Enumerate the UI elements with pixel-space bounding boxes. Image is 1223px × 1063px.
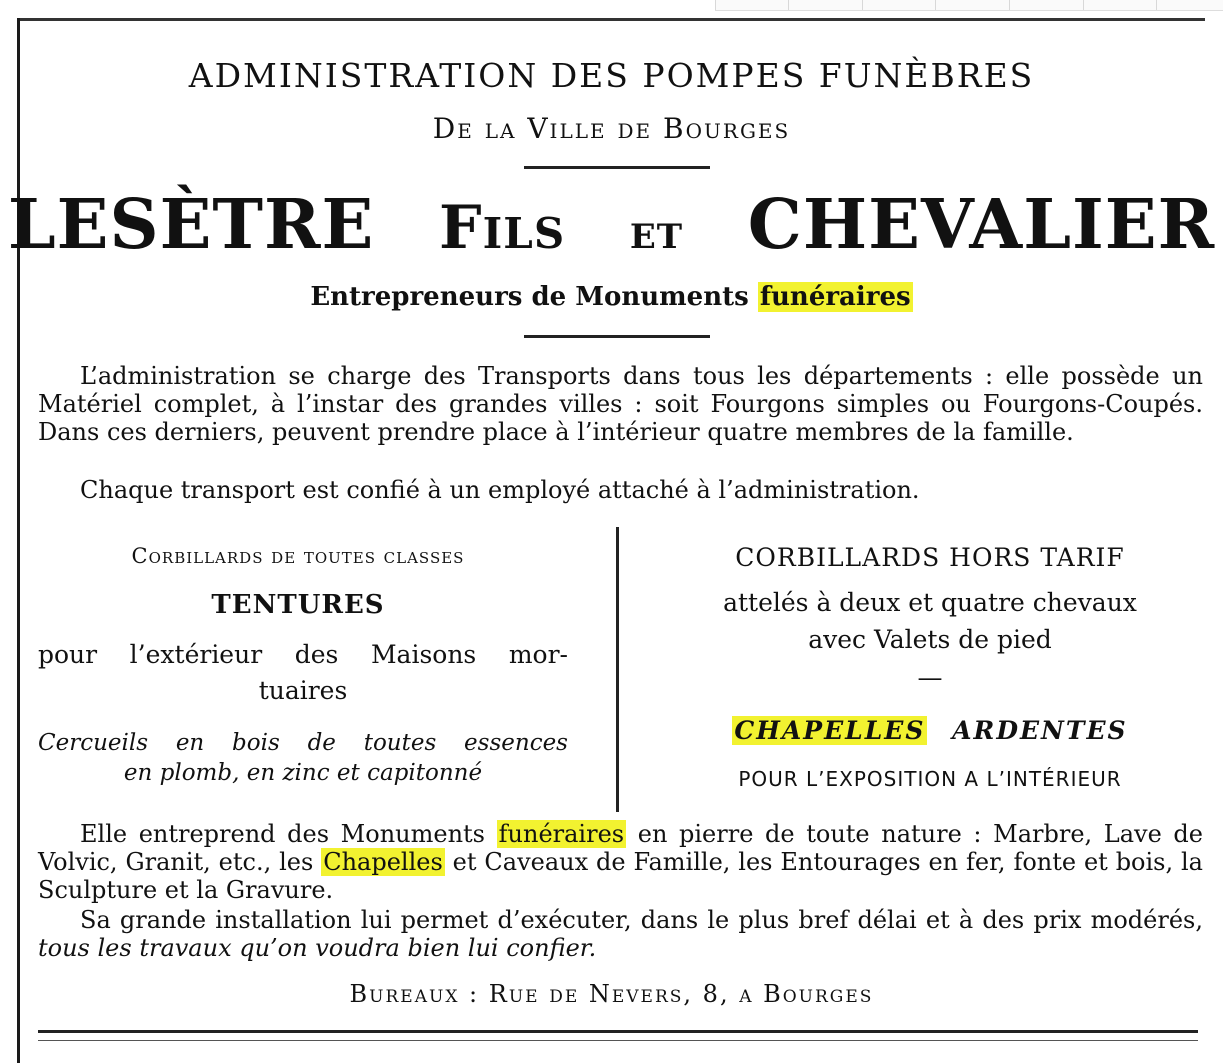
installation-italic: tous les travaux qu’on voudra bien lui confier.: [38, 934, 597, 962]
company-name-part4: CHEVALIER: [747, 185, 1216, 265]
transport-line: Chaque transport est confié à un employé attaché à l’administration.: [80, 476, 920, 504]
heading-administration: ADMINISTRATION DES POMPES FUNÈBRES: [188, 56, 1035, 95]
intro-text: L’administration se charge des Transports dans tous les départements : elle possède un Matériel complet, à l’instar des grandes villes : soit Fourgons simples ou Fourgons-Coupés. Dans ces derniers, peuvent prendre place à l’intérieur quatre membres de la famille.: [38, 362, 1203, 446]
intro-paragraph: [38, 362, 1203, 446]
bottom-rule-thin: [38, 1040, 1198, 1041]
company-name-part1: LESÈTRE: [7, 185, 375, 265]
highlight-chapelles: CHAPELLES: [734, 716, 926, 745]
monuments-part1: Elle entreprend des Monuments: [80, 820, 485, 848]
right-column-atteles: attelés à deux et quatre chevaux: [723, 588, 1137, 617]
column-divider: [616, 527, 619, 812]
left-column-exterieur: pour l’extérieur des Maisons mor-: [38, 640, 568, 669]
address-line: Bureaux : Rue de Nevers, 8, a Bourges: [349, 980, 874, 1008]
heading-ville: De la Ville de Bourges: [432, 112, 791, 145]
highlight-chapelles-2: Chapelles: [323, 848, 443, 876]
top-rule: [20, 18, 1205, 21]
divider-rule: [524, 166, 710, 169]
trade-prefix: Entrepreneurs de Monuments: [310, 282, 749, 312]
bottom-rule: [38, 1030, 1198, 1033]
right-column-dash: —: [917, 663, 943, 692]
divider-rule: [524, 335, 710, 338]
installation-paragraph: [38, 906, 1203, 962]
right-column-exposition: POUR L’EXPOSITION A L’INTÉRIEUR: [738, 767, 1122, 791]
left-column-cercueils: Cercueils en bois de toutes essences: [38, 730, 568, 756]
highlight-funeraires: funéraires: [759, 282, 911, 312]
right-column-title: CORBILLARDS HORS TARIF: [735, 543, 1125, 572]
left-column-exterieur-2: tuaires: [258, 676, 348, 705]
right-column-valets: avec Valets de pied: [808, 625, 1052, 654]
left-column-cercueils-2: en plomb, en zinc et capitonné: [123, 760, 483, 786]
trade-line: [0, 282, 1223, 312]
monuments-part3: et Caveaux de Famille, les Entourages en fer, fonte et bois, la Sculpture et la Gravure.: [38, 848, 1203, 904]
ardentes-text: ARDENTES: [952, 716, 1128, 745]
company-name-part2: Fils: [439, 193, 566, 263]
left-column-tentures: TENTURES: [211, 590, 385, 620]
monuments-paragraph: [38, 820, 1203, 904]
highlight-funeraires-2: funéraires: [498, 820, 625, 848]
monuments-part2: en pierre de toute nature : Marbre, Lave de Volvic, Granit, etc., les: [38, 820, 1203, 876]
right-column-chapelles: [640, 716, 1220, 745]
installation-part1: Sa grande installation lui permet d’exécuter, dans le plus bref délai et à des prix modérés,: [80, 906, 1203, 934]
company-name-part3: et: [629, 204, 684, 260]
company-name: [0, 185, 1223, 265]
left-border: [17, 18, 20, 1063]
left-column-title: Corbillards de toutes classes: [131, 544, 465, 568]
top-strip: [715, 0, 1223, 11]
